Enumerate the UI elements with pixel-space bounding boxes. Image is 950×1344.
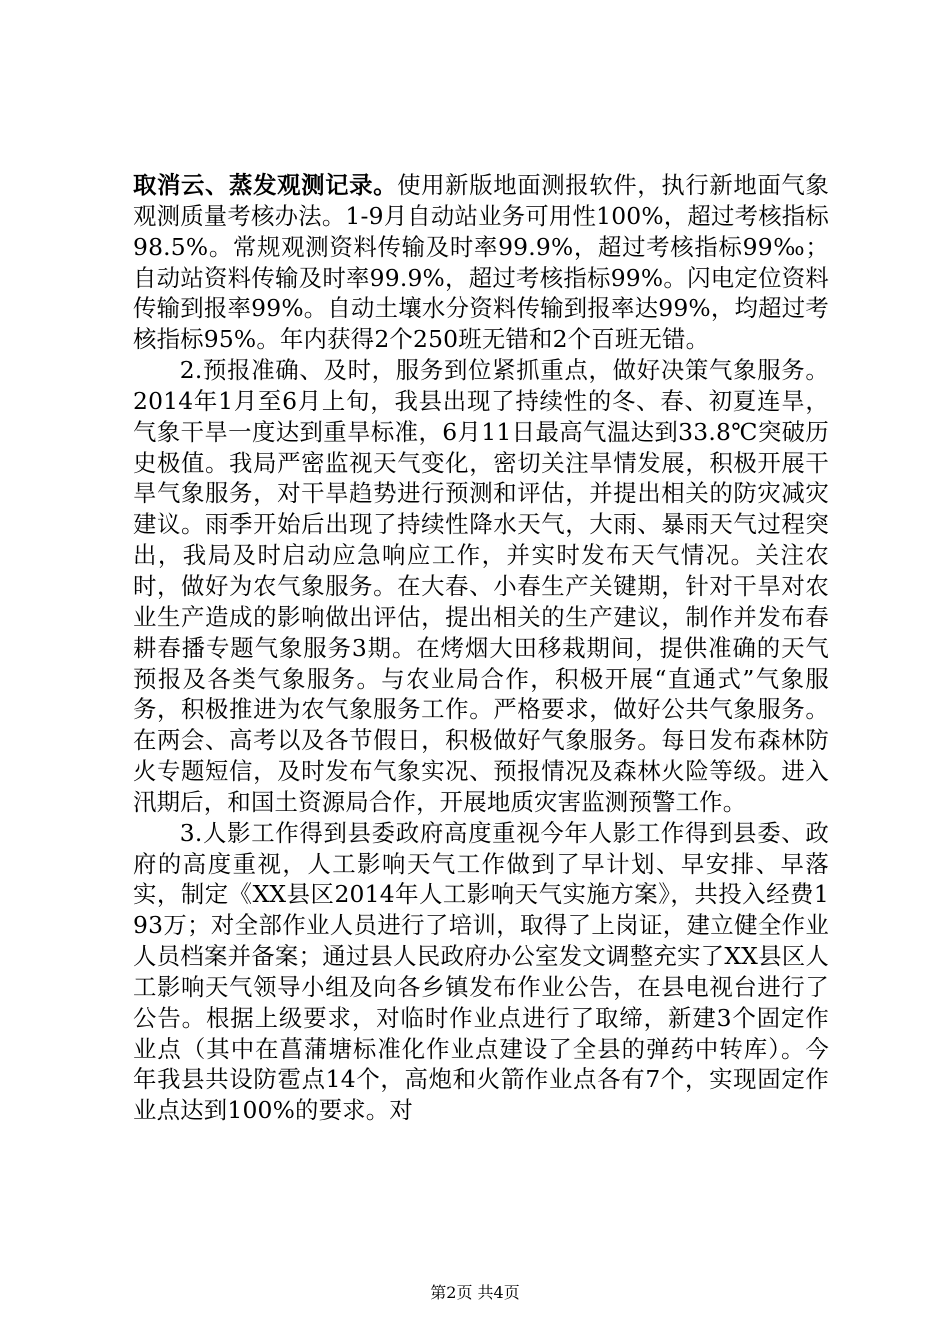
paragraph-3-text: 3.人影工作得到县委政府高度重视今年人影工作得到县委、政府的高度重视，人工影响天气工作做到了早计划、早安排、早落实，制定《XX县区2014年人工影响天气实施方案》，共投入经费193万；对全部作业人员进行了培训，取得了上岗证，建立健全作业人员档案并备案；通过县人民政府办公室发文调整充实了XX县区人工影响天气领导小组及向各乡镇发布作业公告，在县电视台进行了公告。根据上级要求，对临时作业点进行了取缔，新建3个固定作业点（其中在菖蒲塘标准化作业点建设了全县的弹药中转库）。今年我县共设防雹点14个，高炮和火箭作业点各有7个，实现固定作业点达到100%的要求。对 [133,818,829,1125]
paragraph-3 [133,818,829,1126]
document-body [133,170,829,1126]
paragraph-2-text: 2.预报准确、及时，服务到位紧抓重点，做好决策气象服务。2014年1月至6月上旬，我县出现了持续性的冬、春、初夏连旱，气象干旱一度达到重旱标准，6月11日最高气温达到33.8℃突破历史极值。我局严密监视天气变化，密切关注旱情发展，积极开展干旱气象服务，对干旱趋势进行预测和评估，并提出相关的防灾减灾建议。雨季开始后出现了持续性降水天气，大雨、暴雨天气过程突出，我局及时启动应急响应工作，并实时发布天气情况。关注农时，做好为农气象服务。在大春、小春生产关键期，针对干旱对农业生产造成的影响做出评估，提出相关的生产建议，制作并发布春耕春播专题气象服务3期。在烤烟大田移栽期间，提供准确的天气预报及各类气象服务。与农业局合作，积极开展“直通式”气象服务，积极推进为农气象服务工作。严格要求，做好公共气象服务。在两会、高考以及各节假日，积极做好气象服务。每日发布森林防火专题短信，及时发布气象实况、预报情况及森林火险等级。进入汛期后，和国土资源局合作，开展地质灾害监测预警工作。 [133,356,829,816]
paragraph-1-lead: 取消云、蒸发观测记录。 [133,171,398,199]
paragraph-1-text: 使用新版地面测报软件，执行新地面气象观测质量考核办法。1-9月自动站业务可用性100%，超过考核指标98.5%。常规观测资料传输及时率99.9%，超过考核指标99‰；自动站资料传输及时率99.9%，超过考核指标99%。闪电定位资料传输到报率99%。自动土壤水分资料传输到报率达99%，均超过考核指标95%。年内获得2个250班无错和2个百班无错。 [133,171,829,354]
paragraph-1 [133,170,829,355]
paragraph-2 [133,355,829,818]
page-footer: 第2页 共4页 [430,1283,520,1302]
